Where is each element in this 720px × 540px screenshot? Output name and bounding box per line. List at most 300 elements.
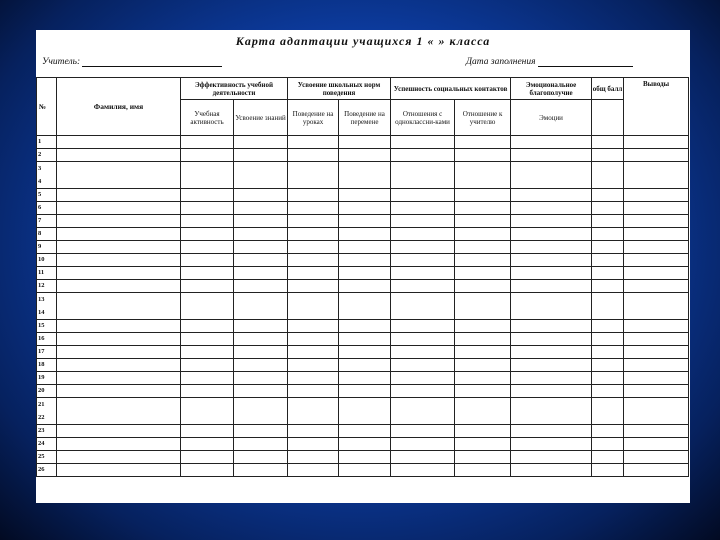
table-cell xyxy=(181,333,234,346)
table-cell xyxy=(455,280,511,293)
table-cell xyxy=(511,149,592,162)
table-cell xyxy=(288,189,339,202)
table-cell xyxy=(592,202,624,215)
table-cell xyxy=(234,162,288,189)
table-cell xyxy=(57,202,181,215)
row-number: 26 xyxy=(37,464,57,477)
table-cell xyxy=(391,162,455,189)
table-cell xyxy=(455,438,511,451)
table-cell xyxy=(234,398,288,425)
table-cell xyxy=(288,385,339,398)
table-cell xyxy=(339,425,391,438)
table-cell xyxy=(57,241,181,254)
table-cell xyxy=(234,293,288,320)
table-row xyxy=(37,346,689,359)
table-row xyxy=(37,438,689,451)
header-name: Фамилия, имя xyxy=(57,78,181,136)
table-cell xyxy=(234,438,288,451)
table-cell xyxy=(339,215,391,228)
table-cell xyxy=(624,451,689,464)
date-line xyxy=(538,57,633,67)
row-number: 19 xyxy=(37,372,57,385)
table-cell xyxy=(391,372,455,385)
table-cell xyxy=(234,215,288,228)
table-cell xyxy=(592,254,624,267)
table-cell xyxy=(455,149,511,162)
table-cell xyxy=(455,293,511,320)
table-row xyxy=(37,189,689,202)
table-row xyxy=(37,333,689,346)
table-row xyxy=(37,202,689,215)
table-cell xyxy=(234,464,288,477)
table-cell xyxy=(391,241,455,254)
row-number: 5 xyxy=(37,189,57,202)
table-row xyxy=(37,149,689,162)
header-emotional-wellbeing: Эмоциональное благополучие xyxy=(511,78,592,100)
table-cell xyxy=(592,280,624,293)
table-cell xyxy=(624,162,689,189)
table-cell xyxy=(57,425,181,438)
table-cell xyxy=(624,280,689,293)
table-cell xyxy=(391,202,455,215)
table-cell xyxy=(234,372,288,385)
table-cell xyxy=(391,293,455,320)
row-number: 3 4 xyxy=(37,162,57,189)
table-cell xyxy=(511,425,592,438)
table-cell xyxy=(511,241,592,254)
table-cell xyxy=(391,464,455,477)
table-cell xyxy=(592,136,624,149)
table-cell xyxy=(455,372,511,385)
table-cell xyxy=(288,215,339,228)
table-cell xyxy=(288,425,339,438)
table-cell xyxy=(234,359,288,372)
table-cell xyxy=(181,280,234,293)
adaptation-card-sheet xyxy=(36,30,690,503)
table-cell xyxy=(624,346,689,359)
table-cell xyxy=(57,228,181,241)
table-cell xyxy=(288,293,339,320)
table-cell xyxy=(57,438,181,451)
table-cell xyxy=(592,241,624,254)
table-cell xyxy=(234,189,288,202)
table-cell xyxy=(592,398,624,425)
table-cell xyxy=(592,149,624,162)
date-label: Дата заполнения xyxy=(466,57,536,67)
table-cell xyxy=(592,228,624,241)
table-cell xyxy=(624,149,689,162)
table-cell xyxy=(592,215,624,228)
table-cell xyxy=(624,385,689,398)
table-cell xyxy=(592,346,624,359)
table-cell xyxy=(288,320,339,333)
table-cell xyxy=(57,346,181,359)
table-cell xyxy=(234,333,288,346)
table-cell xyxy=(234,254,288,267)
table-cell xyxy=(511,451,592,464)
table-row xyxy=(37,280,689,293)
table-cell xyxy=(624,333,689,346)
table-cell xyxy=(57,359,181,372)
table-cell xyxy=(391,320,455,333)
table-cell xyxy=(339,438,391,451)
table-cell xyxy=(391,333,455,346)
table-cell xyxy=(455,320,511,333)
table-row xyxy=(37,136,689,149)
table-cell xyxy=(455,333,511,346)
header-learning-efficiency: Эффективность учебной деятельности xyxy=(181,78,288,100)
table-cell xyxy=(592,451,624,464)
table-cell xyxy=(288,333,339,346)
table-cell xyxy=(288,162,339,189)
table-cell xyxy=(181,464,234,477)
table-cell xyxy=(181,451,234,464)
table-cell xyxy=(57,293,181,320)
row-number: 17 xyxy=(37,346,57,359)
table-cell xyxy=(181,215,234,228)
table-cell xyxy=(391,398,455,425)
table-cell xyxy=(592,438,624,451)
row-number: 11 xyxy=(37,267,57,280)
table-cell xyxy=(339,241,391,254)
table-cell xyxy=(181,359,234,372)
table-cell xyxy=(288,464,339,477)
table-cell xyxy=(624,398,689,425)
table-cell xyxy=(455,425,511,438)
table-cell xyxy=(624,425,689,438)
table-cell xyxy=(592,293,624,320)
table-row xyxy=(37,425,689,438)
table-cell xyxy=(181,241,234,254)
table-cell xyxy=(391,228,455,241)
table-cell xyxy=(455,162,511,189)
table-cell xyxy=(181,320,234,333)
table-cell xyxy=(455,189,511,202)
table-cell xyxy=(455,267,511,280)
table-row xyxy=(37,293,689,320)
table-cell xyxy=(234,228,288,241)
row-number: 24 xyxy=(37,438,57,451)
table-cell xyxy=(455,254,511,267)
header-classmates: Отношения с одноклассни-ками xyxy=(391,100,455,136)
header-conclusions: Выводы xyxy=(624,78,689,136)
table-cell xyxy=(181,228,234,241)
table-cell xyxy=(234,267,288,280)
table-cell xyxy=(288,228,339,241)
table-cell xyxy=(592,189,624,202)
date-field xyxy=(466,57,633,67)
row-number: 6 xyxy=(37,202,57,215)
row-number: 7 xyxy=(37,215,57,228)
table-cell xyxy=(339,385,391,398)
table-cell xyxy=(181,267,234,280)
header-emotions: Эмоции xyxy=(511,100,592,136)
table-row xyxy=(37,320,689,333)
table-cell xyxy=(339,372,391,385)
table-cell xyxy=(339,228,391,241)
table-cell xyxy=(391,385,455,398)
table-cell xyxy=(57,320,181,333)
table-row xyxy=(37,385,689,398)
table-cell xyxy=(511,464,592,477)
table-cell xyxy=(288,280,339,293)
header-knowledge: Усвоение знаний xyxy=(234,100,288,136)
table-cell xyxy=(592,320,624,333)
table-cell xyxy=(624,438,689,451)
teacher-line xyxy=(82,57,222,67)
table-cell xyxy=(234,346,288,359)
table-cell xyxy=(181,385,234,398)
table-cell xyxy=(455,464,511,477)
table-cell xyxy=(57,451,181,464)
table-cell xyxy=(57,267,181,280)
teacher-label: Учитель: xyxy=(42,57,81,67)
table-cell xyxy=(592,464,624,477)
table-cell xyxy=(455,202,511,215)
header-number: № xyxy=(37,78,57,136)
table-row xyxy=(37,359,689,372)
page-title: Карта адаптации учащихся 1 « » класса xyxy=(235,34,491,48)
table-cell xyxy=(339,451,391,464)
table-cell xyxy=(455,346,511,359)
table-cell xyxy=(339,333,391,346)
table-cell xyxy=(57,215,181,228)
table-cell xyxy=(234,425,288,438)
table-cell xyxy=(624,293,689,320)
table-cell xyxy=(391,149,455,162)
table-cell xyxy=(624,267,689,280)
table-cell xyxy=(57,162,181,189)
table-cell xyxy=(181,425,234,438)
table-cell xyxy=(181,398,234,425)
row-number: 1 xyxy=(37,136,57,149)
table-cell xyxy=(624,241,689,254)
table-cell xyxy=(57,136,181,149)
table-cell xyxy=(592,162,624,189)
table-cell xyxy=(181,293,234,320)
teacher-field xyxy=(42,57,222,67)
table-cell xyxy=(455,398,511,425)
table-cell xyxy=(57,372,181,385)
table-cell xyxy=(339,202,391,215)
table-cell xyxy=(288,438,339,451)
table-cell xyxy=(339,280,391,293)
table-row xyxy=(37,162,689,189)
table-cell xyxy=(181,372,234,385)
table-cell xyxy=(455,228,511,241)
table-cell xyxy=(234,280,288,293)
table-cell xyxy=(288,149,339,162)
table-cell xyxy=(234,149,288,162)
header-learning-activity: Учебная активность xyxy=(181,100,234,136)
table-row xyxy=(37,451,689,464)
table-cell xyxy=(511,136,592,149)
row-number: 2 xyxy=(37,149,57,162)
table-cell xyxy=(234,241,288,254)
table-row xyxy=(37,372,689,385)
table-row xyxy=(37,464,689,477)
table-cell xyxy=(288,136,339,149)
row-number: 13 14 xyxy=(37,293,57,320)
table-cell xyxy=(288,359,339,372)
table-cell xyxy=(339,320,391,333)
table-cell xyxy=(592,372,624,385)
table-cell xyxy=(339,464,391,477)
table-cell xyxy=(339,149,391,162)
table-cell xyxy=(455,451,511,464)
table-cell xyxy=(511,202,592,215)
table-cell xyxy=(181,254,234,267)
adaptation-table xyxy=(36,77,689,477)
header-lesson-behavior: Поведение на уроках xyxy=(288,100,339,136)
table-cell xyxy=(339,267,391,280)
table-cell xyxy=(455,385,511,398)
table-cell xyxy=(57,333,181,346)
row-number: 9 xyxy=(37,241,57,254)
table-cell xyxy=(391,267,455,280)
table-cell xyxy=(624,189,689,202)
table-cell xyxy=(234,385,288,398)
table-cell xyxy=(57,464,181,477)
row-number: 20 xyxy=(37,385,57,398)
table-cell xyxy=(288,398,339,425)
table-cell xyxy=(57,280,181,293)
table-cell xyxy=(624,320,689,333)
table-cell xyxy=(339,189,391,202)
table-cell xyxy=(511,293,592,320)
table-cell xyxy=(511,267,592,280)
table-cell xyxy=(511,254,592,267)
table-cell xyxy=(391,359,455,372)
table-cell xyxy=(391,451,455,464)
row-number: 8 xyxy=(37,228,57,241)
row-number: 23 xyxy=(37,425,57,438)
table-cell xyxy=(181,149,234,162)
table-row xyxy=(37,241,689,254)
table-cell xyxy=(339,136,391,149)
table-cell xyxy=(339,254,391,267)
table-cell xyxy=(624,254,689,267)
row-number: 15 xyxy=(37,320,57,333)
header-total-score: общ балл xyxy=(592,78,624,100)
table-cell xyxy=(181,189,234,202)
table-cell xyxy=(234,320,288,333)
table-cell xyxy=(288,451,339,464)
table-row xyxy=(37,228,689,241)
table-cell xyxy=(288,372,339,385)
table-cell xyxy=(181,136,234,149)
header-school-norms: Усвоение школьных норм поведения xyxy=(288,78,391,100)
table-cell xyxy=(511,189,592,202)
table-cell xyxy=(339,398,391,425)
table-cell xyxy=(511,215,592,228)
table-cell xyxy=(624,202,689,215)
table-cell xyxy=(57,189,181,202)
table-cell xyxy=(511,320,592,333)
table-cell xyxy=(339,346,391,359)
table-cell xyxy=(391,438,455,451)
table-cell xyxy=(288,241,339,254)
table-row xyxy=(37,267,689,280)
table-row xyxy=(37,215,689,228)
table-cell xyxy=(57,385,181,398)
table-cell xyxy=(339,293,391,320)
table-cell xyxy=(391,254,455,267)
table-cell xyxy=(391,425,455,438)
table-cell xyxy=(288,202,339,215)
table-cell xyxy=(455,136,511,149)
row-number: 12 xyxy=(37,280,57,293)
row-number: 10 xyxy=(37,254,57,267)
row-number: 21 22 xyxy=(37,398,57,425)
table-cell xyxy=(57,398,181,425)
table-cell xyxy=(592,425,624,438)
table-cell xyxy=(288,346,339,359)
table-cell xyxy=(391,215,455,228)
table-row xyxy=(37,254,689,267)
table-cell xyxy=(592,267,624,280)
table-cell xyxy=(181,162,234,189)
table-cell xyxy=(455,241,511,254)
table-cell xyxy=(592,359,624,372)
table-cell xyxy=(339,359,391,372)
table-cell xyxy=(592,385,624,398)
table-cell xyxy=(624,215,689,228)
table-cell xyxy=(339,162,391,189)
row-number: 16 xyxy=(37,333,57,346)
table-cell xyxy=(624,228,689,241)
table-cell xyxy=(511,398,592,425)
table-cell xyxy=(511,359,592,372)
table-cell xyxy=(234,451,288,464)
table-cell xyxy=(57,254,181,267)
header-social-contacts: Успешность социальных контактов xyxy=(391,78,511,100)
table-cell xyxy=(511,385,592,398)
table-cell xyxy=(511,280,592,293)
header-score-blank xyxy=(592,100,624,136)
table-cell xyxy=(624,372,689,385)
header-teacher-relation: Отношение к учителю xyxy=(455,100,511,136)
table-cell xyxy=(624,136,689,149)
table-cell xyxy=(511,346,592,359)
table-row xyxy=(37,398,689,425)
table-cell xyxy=(511,438,592,451)
table-cell xyxy=(181,438,234,451)
table-cell xyxy=(181,346,234,359)
table-cell xyxy=(234,136,288,149)
table-cell xyxy=(455,215,511,228)
table-cell xyxy=(391,189,455,202)
table-cell xyxy=(511,333,592,346)
table-cell xyxy=(234,202,288,215)
table-cell xyxy=(391,346,455,359)
table-cell xyxy=(624,359,689,372)
table-cell xyxy=(391,280,455,293)
table-cell xyxy=(624,464,689,477)
table-cell xyxy=(288,267,339,280)
table-cell xyxy=(288,254,339,267)
table-cell xyxy=(511,162,592,189)
table-cell xyxy=(181,202,234,215)
header-break-behavior: Поведение на перемене xyxy=(339,100,391,136)
table-cell xyxy=(391,136,455,149)
table-cell xyxy=(511,372,592,385)
row-number: 18 xyxy=(37,359,57,372)
table-cell xyxy=(57,149,181,162)
table-cell xyxy=(455,359,511,372)
table-cell xyxy=(511,228,592,241)
table-cell xyxy=(592,333,624,346)
